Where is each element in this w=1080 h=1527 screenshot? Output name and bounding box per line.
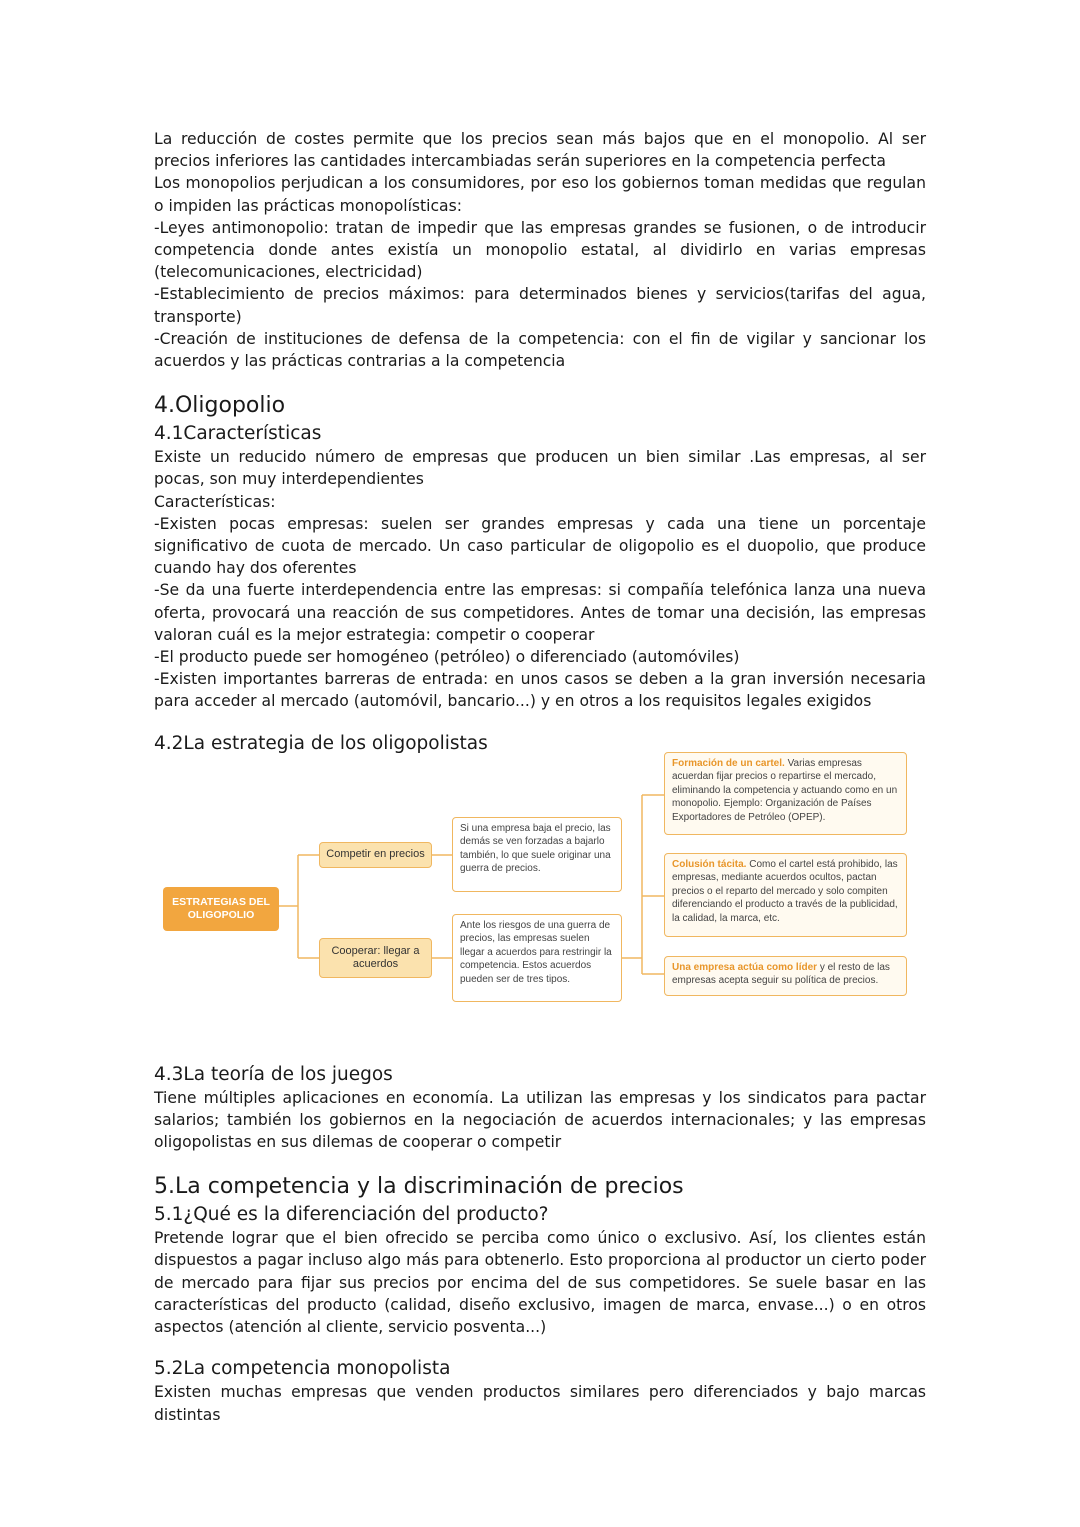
oligopoly-paragraph-3: -Existen pocas empresas: suelen ser grandes empresas y cada una tiene un porcentaje significativo de cuota de mercado. Un caso particular de oligopolio es el duopolio, que produce cuando hay dos oferentes — [154, 514, 926, 578]
game-theory-paragraph: Tiene múltiples aplicaciones en economía. La utilizan las empresas y los sindicatos para pactar salarios; también los gobiernos en la negociación de acuerdos internacionales; y las empresas oligopolistas en sus dilemas de cooperar o competir — [154, 1088, 926, 1152]
oligopoly-strategies-diagram — [154, 757, 926, 1062]
intro-paragraph-4: -Establecimiento de precios máximos: para determinados bienes y servicios(tarifas del agua, transporte) — [154, 285, 926, 326]
leader-box — [664, 956, 907, 996]
differentiation-paragraph: Pretende lograr que el bien ofrecido se perciba como único o exclusivo. Así, los clientes están dispuestos a pagar incluso algo más para obtenerlo. Esto proporciona al productor un cierto poder de mercado para fijar sus precios por encima del de sus competidores. Se suele basar en las características del producto (calidad, diseño exclusivo, imagen de marca, envase...) o en otros aspectos (atención al cliente, servicio posventa...) — [154, 1229, 926, 1337]
cooperate-box: Cooperar: llegar a acuerdos — [319, 938, 432, 978]
section-5-title: 5.La competencia y la discriminación de precios — [154, 1174, 684, 1200]
cartel-text: Varias empresas acuerdan fijar precios o repartirse el mercado, eliminando la competencia y actuando como en un monopolio. Ejemplo: Organización de Países Exportadores de Petróleo (OPEP). — [672, 757, 898, 824]
intro-paragraph-2: Los monopolios perjudican a los consumidores, por eso los gobiernos toman medidas que regulan o impiden las prácticas monopolísticas: — [154, 174, 926, 215]
monopolistic-competition-paragraph: Existen muchas empresas que venden productos similares pero diferenciados y bajo marcas distintas — [154, 1383, 926, 1424]
tacit-collusion-title: Colusión tácita. — [672, 858, 747, 870]
section-5-1-title: 5.1¿Qué es la diferenciación del producto? — [154, 1204, 549, 1226]
cartel-box — [664, 752, 907, 835]
compete-prices-box: Competir en precios — [319, 842, 432, 868]
leader-text: y el resto de las empresas acepta seguir su política de precios. — [672, 961, 890, 987]
section-4-1-title: 4.1Características — [154, 423, 322, 445]
cooperate-note-box: Ante los riesgos de una guerra de precios, las empresas suelen llegar a acuerdos para restringir la competencia. Estos acuerdos pueden ser de tres tipos. — [452, 914, 622, 1002]
compete-note-box: Si una empresa baja el precio, las demás se ven forzadas a bajarlo también, lo que suele originar una guerra de precios. — [452, 817, 622, 892]
oligopoly-paragraph-6: -Existen importantes barreras de entrada: en unos casos se deben a la gran inversión necesaria para acceder al mercado (automóvil, bancario...) y en otros a los requisitos legales exigidos — [154, 670, 926, 711]
oligopoly-paragraph-5: -El producto puede ser homogéneo (petróleo) o diferenciado (automóviles) — [154, 648, 740, 667]
section-5-2-title: 5.2La competencia monopolista — [154, 1358, 451, 1380]
intro-paragraph-3: -Leyes antimonopolio: tratan de impedir que las empresas grandes se fusionen, o de introducir competencia donde antes existía un monopolio estatal, al dividirlo en varias empresas (telecomunicaciones, electricidad) — [154, 218, 926, 282]
section-4-2-title: 4.2La estrategia de los oligopolistas — [154, 732, 488, 754]
oligopoly-paragraph-1: Existe un reducido número de empresas que producen un bien similar .Las empresas, al ser pocas, son muy interdependientes — [154, 448, 926, 489]
root-strategies-box: ESTRATEGIAS DEL OLIGOPOLIO — [163, 887, 279, 931]
section-4-title: 4.Oligopolio — [154, 393, 286, 419]
oligopoly-paragraph-2: Características: — [154, 492, 276, 511]
intro-paragraph-5: -Creación de instituciones de defensa de la competencia: con el fin de vigilar y sancionar los acuerdos y las prácticas contrarias a la competencia — [154, 329, 926, 371]
oligopoly-paragraph-4: -Se da una fuerte interdependencia entre las empresas: si compañía telefónica lanza una nueva oferta, provocará una reacción de sus competidores. Antes de tomar una decisión, las empresas valoran cuál es la mejor estrategia: competir o cooperar — [154, 581, 926, 644]
tacit-collusion-box — [664, 853, 907, 937]
leader-title: Una empresa actúa como líder — [672, 961, 818, 973]
page-content — [154, 128, 926, 1426]
cartel-title: Formación de un cartel. — [672, 757, 785, 769]
tacit-collusion-text: Como el cartel está prohibido, las empresas, mediante acuerdos ocultos, pactan precios o el reparto del mercado y solo compiten diferenciando el producto a través de la publicidad, la calidad, la marca, etc. — [672, 858, 898, 925]
intro-paragraph-1: La reducción de costes permite que los precios sean más bajos que en el monopolio. Al ser precios inferiores las cantidades intercambiadas serán superiores en la competencia perfecta — [154, 130, 926, 171]
section-4-3-title: 4.3La teoría de los juegos — [154, 1063, 393, 1085]
